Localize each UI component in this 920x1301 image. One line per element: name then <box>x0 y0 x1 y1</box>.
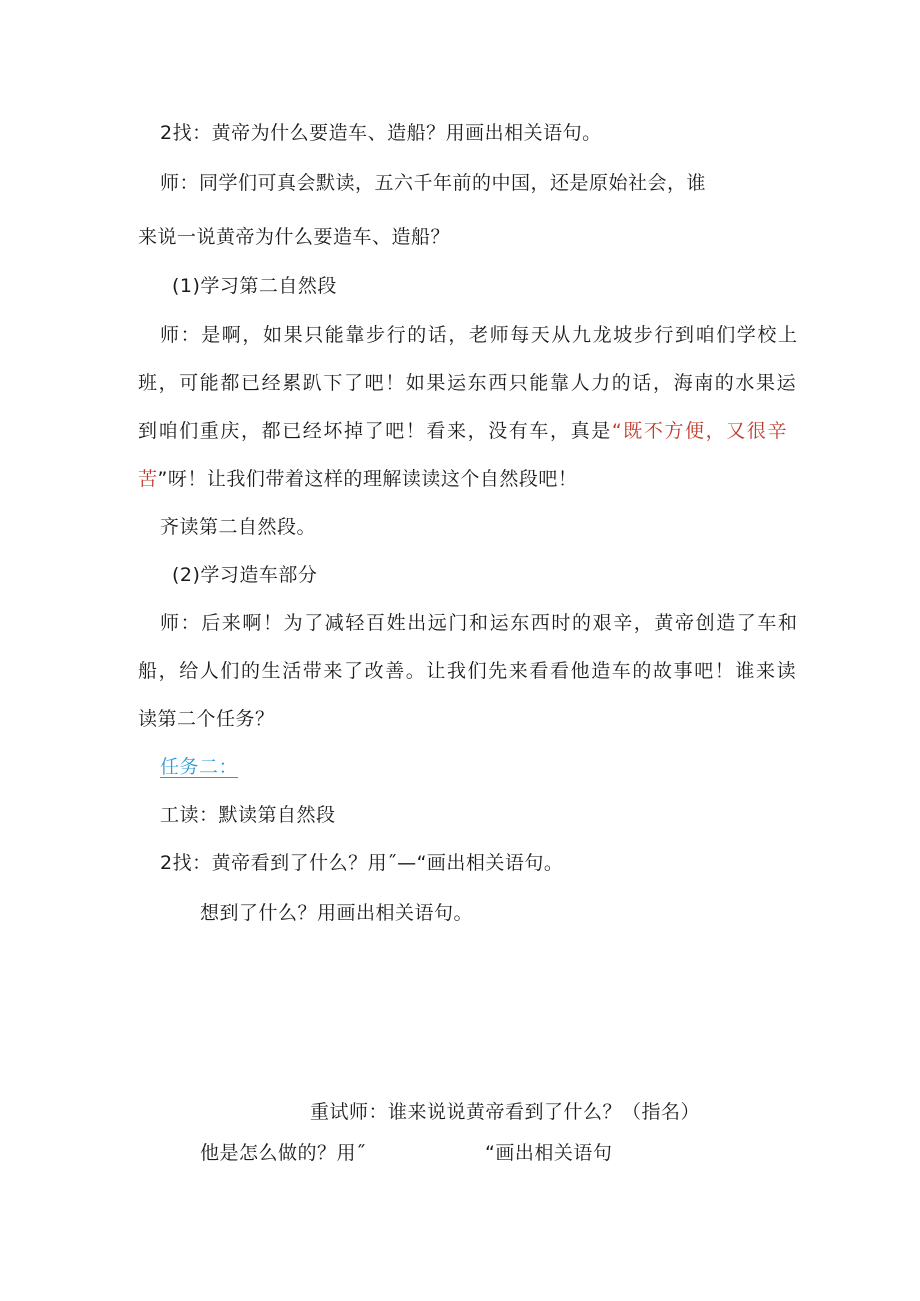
teacher-explain-line-4 <box>138 466 577 492</box>
teacher-explain-line-3 <box>138 418 788 444</box>
task-find-seen-line: 2找：黄帝看到了什么？用˝—“画出相关语句。 <box>160 852 564 874</box>
highlight-quote-end: 苦 <box>138 468 158 490</box>
read-together-line: 齐读第二自然段。 <box>160 516 317 538</box>
highlight-quote-start: “既不方便，又很辛 <box>611 420 789 442</box>
teacher-explain-line-2: 班，可能都已经累趴下了吧！如果运东西只能靠人力的话，海南的水果运 <box>138 372 798 394</box>
section-heading-build-cart: (2)学习造车部分 <box>172 564 318 586</box>
task-find-reason-line: 2找：黄帝为什么要造车、造船？用画出相关语句。 <box>160 122 602 144</box>
teacher-question-line: 重试师：谁来说说黄帝看到了什么？（指名） <box>310 1101 701 1123</box>
teacher-story-line-2: 船，给人们的生活带来了改善。让我们先来看看他造车的故事吧！谁来读 <box>138 660 798 682</box>
teacher-remark-line-2: 来说一说黄帝为什么要造车、造船？ <box>138 226 451 248</box>
task-find-thought-line: 想到了什么？用画出相关语句。 <box>200 902 474 924</box>
teacher-explain-line-1: 师：是啊，如果只能靠步行的话，老师每天从九龙坡步行到咱们学校上 <box>160 324 799 346</box>
teacher-story-line-3: 读第二个任务？ <box>138 708 275 730</box>
underline-instruction: “画出相关语句 <box>485 1142 613 1164</box>
teacher-explain-line-3-text: 到咱们重庆，都已经坏掉了吧！看来，没有车，真是 <box>138 420 612 442</box>
task-two-link[interactable]: 任务二： <box>160 756 239 778</box>
silent-read-line: 工读：默读第自然段 <box>160 804 336 826</box>
teacher-story-line-1: 师：后来啊！为了减轻百姓出远门和运东西时的艰辛，黄帝创造了车和 <box>160 612 799 634</box>
how-did-he-do-label: 他是怎么做的？用˝ <box>200 1142 367 1164</box>
section-heading-paragraph-2: (1)学习第二自然段 <box>172 275 337 297</box>
teacher-explain-line-4-text: ”呀！让我们带着这样的理解读读这个自然段吧！ <box>157 468 578 490</box>
teacher-remark-line-1: 师：同学们可真会默读，五六千年前的中国，还是原始社会，谁 <box>160 172 707 194</box>
